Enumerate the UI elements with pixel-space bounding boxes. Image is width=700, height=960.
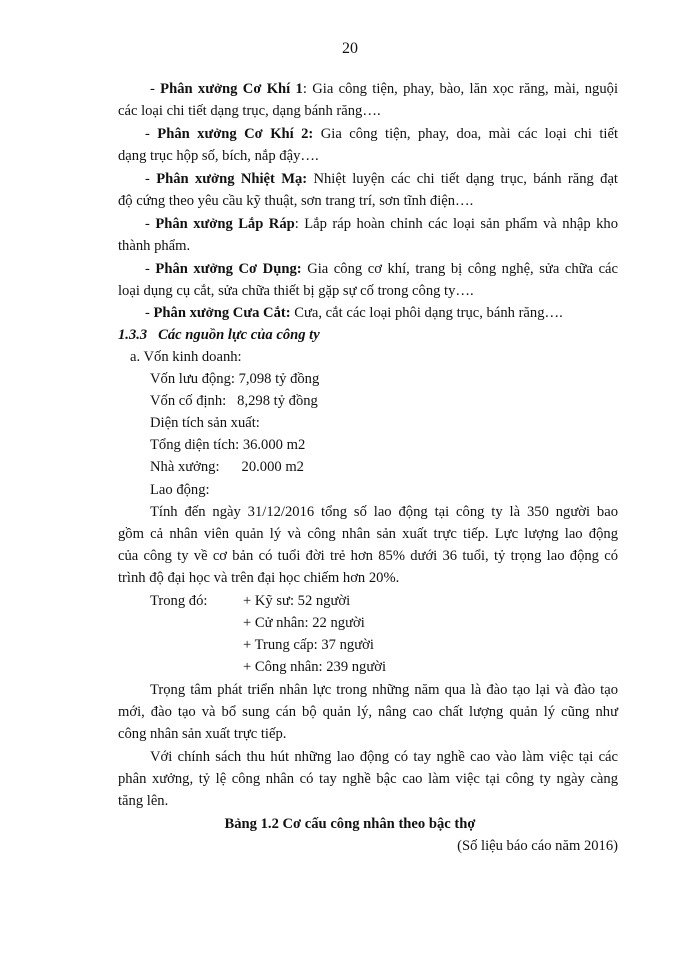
capital-item: a. Vốn kinh doanh: [130, 349, 242, 365]
area-total: Tổng diện tích: 36.000 m2 [150, 437, 306, 453]
labor-p2-line1: Trọng tâm phát triển nhân lực trong những năm qua là đào tạo lại và đào tạo [150, 682, 618, 698]
workshop-3-name: Phân xưởng Nhiệt Mạ: [156, 171, 308, 187]
labor-list-item: + Công nhân: 239 người [243, 659, 387, 675]
section-heading: 1.3.3 Các nguồn lực của công ty [118, 327, 320, 343]
workshop-4-line1: - Phân xưởng Lắp Ráp: Lắp ráp hoàn chỉnh các loại sản phẩm và nhập kho [145, 216, 618, 232]
workshop-4-name: Phân xưởng Lắp Ráp [155, 216, 295, 232]
area-title: Diện tích sản xuất: [150, 415, 260, 431]
area-workshop: Nhà xưởng: 20.000 m2 [150, 459, 304, 475]
workshop-3-line1: - Phân xưởng Nhiệt Mạ: Nhiệt luyện các chi tiết dạng trục, bánh răng đạt [145, 171, 618, 187]
workshop-6-name: Phân xưởng Cưa Cắt: [153, 305, 291, 321]
workshop-1-name: Phân xưởng Cơ Khí 1 [160, 81, 303, 97]
labor-p1-line2: gồm cả nhân viên quản lý và công nhân sản xuất trực tiếp. Lực lượng lao động [118, 526, 618, 542]
labor-p1-line3: của công ty về cơ bản có tuổi đời trẻ hơn 85% dưới 36 tuổi, tỷ trọng lao động có [118, 548, 618, 564]
workshop-6-line1: - Phân xưởng Cưa Cắt: Cưa, cắt các loại phôi dạng trục, bánh răng…. [145, 305, 563, 321]
workshop-5-name: Phân xưởng Cơ Dụng: [155, 261, 302, 277]
labor-list-item: + Trung cấp: 37 người [243, 637, 374, 653]
labor-p1-line4: trình độ đại học và trên đại học chiếm hơn 20%. [118, 570, 400, 586]
labor-p3-line2: phân xưởng, tỷ lệ công nhân có tay nghề bậc cao làm việc tại công ty ngày càng [118, 771, 618, 787]
workshop-2-name: Phân xưởng Cơ Khí 2: [157, 126, 314, 142]
table-source: (Số liệu báo cáo năm 2016) [457, 838, 618, 854]
fixed-capital: Vốn cố định: 8,298 tỷ đồng [150, 393, 318, 409]
page-number: 20 [342, 40, 358, 57]
labor-title: Lao động: [150, 482, 210, 498]
labor-p3-line1: Với chính sách thu hút những lao động có tay nghề cao vào làm việc tại các [150, 749, 618, 765]
labor-p2-line2: mới, đào tạo và bổ sung cán bộ quản lý, nâng cao chất lượng quản lý cũng như [118, 704, 618, 720]
labor-p2-line3: công nhân sản xuất trực tiếp. [118, 726, 287, 742]
workshop-2-line1: - Phân xưởng Cơ Khí 2: Gia công tiện, phay, doa, mài các loại chi tiết [145, 126, 619, 142]
workshop-4-line2: thành phẩm. [118, 238, 191, 254]
working-capital: Vốn lưu động: 7,098 tỷ đồng [150, 371, 320, 387]
workshop-1-line2: các loại chi tiết dạng trục, dạng bánh răng…. [118, 103, 381, 119]
workshop-3-line2: độ cứng theo yêu cầu kỹ thuật, sơn trang trí, sơn tĩnh điện…. [118, 193, 474, 209]
labor-among-label: Trong đó: [150, 593, 208, 609]
labor-p1-line1: Tính đến ngày 31/12/2016 tổng số lao động tại công ty là 350 người bao [150, 504, 618, 520]
workshop-1-line1: - Phân xưởng Cơ Khí 1: Gia công tiện, phay, bào, lăn xọc răng, mài, nguội [150, 81, 619, 97]
workshop-5-line1: - Phân xưởng Cơ Dụng: Gia công cơ khí, trang bị công nghệ, sửa chữa các [145, 261, 619, 277]
table-caption: Bảng 1.2 Cơ cấu công nhân theo bậc thợ [224, 816, 476, 832]
labor-p3-line3: tăng lên. [118, 793, 169, 809]
workshop-5-line2: loại dụng cụ cắt, sửa chữa thiết bị gặp sự cố trong công ty…. [118, 283, 474, 299]
labor-list-item: + Kỹ sư: 52 người [243, 593, 351, 609]
labor-list-item: + Cử nhân: 22 người [243, 615, 365, 631]
workshop-2-line2: dạng trục hộp số, bích, nắp đậy…. [118, 148, 319, 164]
